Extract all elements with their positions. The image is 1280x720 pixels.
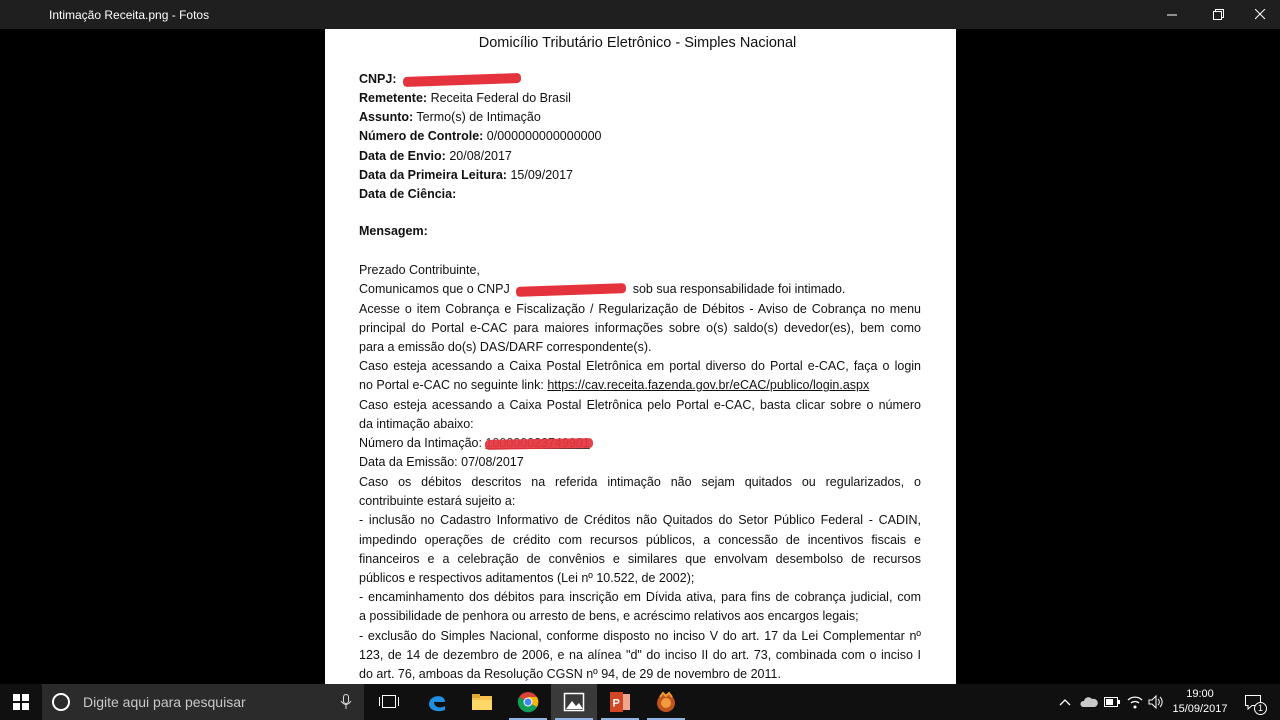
field-label: Remetente: bbox=[359, 91, 428, 105]
field-cnpj bbox=[359, 72, 521, 86]
mensagem-label bbox=[359, 224, 428, 238]
cortana-icon bbox=[51, 692, 71, 712]
minimize-icon bbox=[1167, 9, 1178, 20]
paragraph-line: financeiros e a celebração de convênios e similares que envolvam desembolso de recursos bbox=[359, 552, 921, 566]
field-data-envio bbox=[359, 149, 512, 163]
field-data-ciencia bbox=[359, 187, 456, 201]
task-view-button[interactable] bbox=[366, 684, 412, 720]
document-heading: Domicílio Tributário Eletrônico - Simples Nacional bbox=[478, 35, 797, 51]
taskbar-powerpoint[interactable] bbox=[597, 684, 643, 720]
redaction-mark bbox=[485, 438, 593, 450]
text: Comunicamos que o CNPJ bbox=[359, 282, 510, 296]
field-value: 15/09/2017 bbox=[510, 168, 574, 182]
paragraph-line: impedindo operações de crédito com recursos públicos, a concessão de incentivos fiscais e bbox=[359, 533, 921, 547]
close-icon bbox=[1255, 9, 1266, 20]
onedrive-button[interactable] bbox=[1078, 684, 1100, 720]
photo-viewer[interactable] bbox=[0, 29, 1280, 684]
field-remetente bbox=[359, 91, 571, 105]
paragraph-line: contribuinte estará sujeito a: bbox=[359, 494, 516, 508]
start-button[interactable] bbox=[0, 684, 42, 720]
wifi-button[interactable] bbox=[1124, 684, 1146, 720]
chrome-icon bbox=[517, 691, 539, 713]
document-image bbox=[325, 29, 956, 684]
microphone-icon[interactable] bbox=[340, 694, 352, 710]
numero-intimacao-line bbox=[359, 436, 590, 450]
taskbar-edge[interactable] bbox=[414, 684, 460, 720]
window-title: Intimação Receita.png - Fotos bbox=[49, 8, 210, 22]
field-data-primeira-leitura bbox=[359, 168, 573, 182]
field-label: CNPJ: bbox=[359, 72, 397, 86]
field-label: Data de Envio: bbox=[359, 149, 446, 163]
field-value: Receita Federal do Brasil bbox=[430, 91, 571, 105]
taskbar-game[interactable] bbox=[643, 684, 689, 720]
taskbar-photos[interactable] bbox=[551, 684, 597, 720]
battery-button[interactable] bbox=[1102, 684, 1122, 720]
paragraph-line: Caso esteja acessando a Caixa Postal Eletrônica em portal diverso do Portal e-CAC, faça o login bbox=[359, 359, 921, 373]
action-center-button[interactable] bbox=[1240, 684, 1266, 720]
clock-date: 15/09/2017 bbox=[1172, 703, 1228, 715]
edge-icon bbox=[426, 691, 448, 713]
login-link-line bbox=[359, 378, 869, 392]
svg-text:P: P bbox=[612, 697, 620, 710]
paragraph-line: da intimação abaixo: bbox=[359, 417, 474, 431]
ecac-login-link[interactable]: https://cav.receita.fazenda.gov.br/eCAC/publico/login.aspx bbox=[547, 378, 870, 392]
photos-icon bbox=[563, 692, 585, 712]
redaction-mark bbox=[516, 283, 626, 297]
taskbar-chrome[interactable] bbox=[505, 684, 551, 720]
battery-icon bbox=[1104, 697, 1120, 707]
numero-intimacao-link[interactable] bbox=[485, 436, 589, 450]
close-button[interactable] bbox=[1238, 0, 1280, 29]
taskbar-file-explorer[interactable] bbox=[459, 684, 505, 720]
mensagem-heading: Mensagem: bbox=[359, 224, 428, 238]
task-view-icon bbox=[379, 694, 399, 710]
windows-icon bbox=[13, 694, 29, 710]
maximize-icon bbox=[1213, 9, 1224, 20]
notification-count-badge: 1 bbox=[1254, 702, 1267, 715]
redaction-mark bbox=[403, 73, 521, 87]
clock-time: 19:00 bbox=[1186, 688, 1214, 700]
minimize-button[interactable] bbox=[1150, 0, 1194, 29]
paragraph-line: do art. 76, amboas da Resolução CGSN nº 94, de 29 de novembro de 2011. bbox=[359, 667, 781, 681]
volume-icon bbox=[1148, 695, 1164, 709]
paragraph-line: - exclusão do Simples Nacional, conforme disposto no inciso V do art. 17 da Lei Complementar nº bbox=[359, 629, 921, 643]
title-bar bbox=[0, 0, 1280, 29]
file-explorer-icon bbox=[471, 692, 493, 712]
paragraph-line: públicos e respectivos aditamentos (Lei nº 10.522, de 2002); bbox=[359, 571, 695, 585]
paragraph-line: 123, de 14 de dezembro de 2006, e na alínea "d" do inciso II do art. 73, combinada com o inciso I bbox=[359, 648, 921, 662]
field-value: Termo(s) de Intimação bbox=[416, 110, 541, 124]
field-assunto bbox=[359, 110, 541, 124]
maximize-button[interactable] bbox=[1196, 0, 1240, 29]
paragraph-line: - encaminhamento dos débitos para inscrição em Dívida ativa, para fins de cobrança judicial, com bbox=[359, 590, 921, 604]
paragraph-line: Caso esteja acessando a Caixa Postal Eletrônica pelo Portal e-CAC, basta clicar sobre o número bbox=[359, 398, 921, 412]
paragraph-line: Acesse o item Cobrança e Fiscalização / Regularização de Débitos - Aviso de Cobrança no menu bbox=[359, 302, 921, 316]
powerpoint-icon bbox=[609, 691, 631, 713]
wifi-icon bbox=[1127, 695, 1143, 709]
text: sob sua responsabilidade foi intimado. bbox=[632, 282, 846, 296]
paragraph-line: principal do Portal e-CAC para maiores informações sobre o(s) saldo(s) devedor(es), bem como bbox=[359, 321, 921, 335]
field-value: 0/000000000000000 bbox=[486, 129, 602, 143]
paragraph-line: Caso os débitos descritos na referida intimação não sejam quitados ou regularizados, o bbox=[359, 475, 921, 489]
field-label: Assunto: bbox=[359, 110, 414, 124]
search-placeholder: Digite aqui para pesquisar bbox=[83, 694, 246, 710]
field-label: Número de Controle: bbox=[359, 129, 484, 143]
taskbar bbox=[0, 684, 1280, 720]
field-value: 20/08/2017 bbox=[449, 149, 512, 163]
text: Número da Intimação: bbox=[359, 436, 482, 450]
paragraph-line: - inclusão no Cadastro Informativo de Créditos não Quitados do Setor Público Federal - CADIN, bbox=[359, 513, 921, 527]
field-label: Data da Primeira Leitura: bbox=[359, 168, 507, 182]
paragraph-line: Data da Emissão: 07/08/2017 bbox=[359, 455, 524, 469]
onedrive-icon bbox=[1080, 696, 1098, 708]
greeting: Prezado Contribuinte, bbox=[359, 263, 480, 277]
paragraph-line: para a emissão do(s) DAS/DARF correspondente(s). bbox=[359, 340, 652, 354]
field-numero-controle bbox=[359, 129, 602, 143]
volume-button[interactable] bbox=[1146, 684, 1166, 720]
text: no Portal e-CAC no seguinte link: bbox=[359, 378, 544, 392]
comunicamos-line bbox=[359, 282, 845, 296]
chevron-up-icon bbox=[1059, 698, 1071, 706]
search-box[interactable] bbox=[42, 684, 364, 720]
field-label: Data de Ciência: bbox=[359, 187, 457, 201]
game-icon bbox=[655, 691, 677, 713]
paragraph-line: a possibilidade de penhora ou arresto de bens, e acréscimo relativos aos encargos legais; bbox=[359, 609, 859, 623]
clock[interactable] bbox=[1166, 687, 1234, 717]
show-hidden-icons-button[interactable] bbox=[1056, 684, 1074, 720]
